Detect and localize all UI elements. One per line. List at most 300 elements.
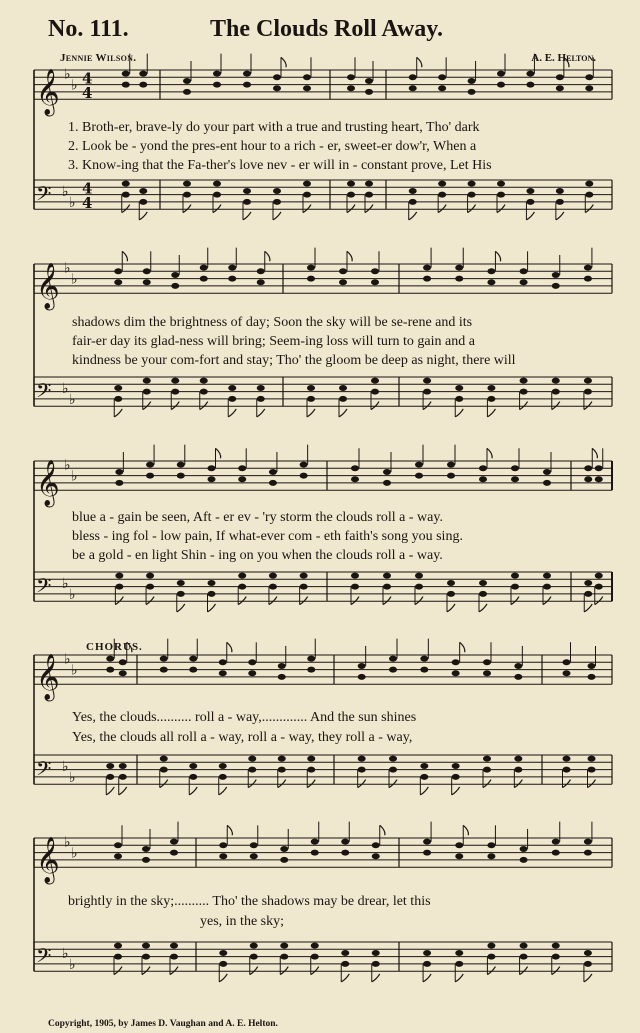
notehead [139,188,147,194]
notehead [483,670,491,676]
notehead [347,192,355,198]
notehead [371,268,379,274]
notehead [514,767,522,773]
notehead [146,473,154,479]
notehead [219,853,227,859]
notehead [423,378,431,384]
notehead [552,272,560,278]
notehead [351,476,359,482]
notehead [257,396,265,402]
notehead [415,462,423,468]
notehead [300,462,308,468]
note-flag [273,212,281,220]
note-flag [423,974,431,982]
notehead [552,839,560,845]
notehead [358,756,366,762]
notehead [563,659,571,665]
notehead [269,573,277,579]
notehead [497,71,505,77]
notehead [497,82,505,88]
notehead [415,473,423,479]
notehead [106,774,114,780]
note-flag [526,212,534,220]
notehead [584,950,592,956]
notehead [115,573,123,579]
notehead [588,674,596,680]
notehead [122,192,130,198]
notehead [248,756,256,762]
note-flag [250,967,258,975]
notehead [447,580,455,586]
note-flag [280,967,288,975]
notehead [307,385,315,391]
notehead [526,71,534,77]
notehead [183,78,191,84]
note-flag [208,604,216,612]
notehead [307,265,315,271]
notehead [278,663,286,669]
notehead [563,767,571,773]
notehead [219,950,227,956]
notehead [250,954,258,960]
notehead [219,659,227,665]
notehead [142,943,150,949]
notehead [177,591,185,597]
notehead [307,667,315,673]
treble-clef: 𝄞 [36,263,60,310]
notehead [219,763,227,769]
notehead [585,85,593,91]
note-flag [281,57,286,67]
flat-sign: ♭ [71,845,78,862]
notehead [520,943,528,949]
notehead [213,192,221,198]
notehead [189,774,197,780]
notehead [177,462,185,468]
notehead [455,950,463,956]
notehead [160,756,168,762]
notehead [389,667,397,673]
flat-sign: ♭ [69,391,76,408]
notehead [543,469,551,475]
lyric-line: be a gold - en light Shin - ing on you when the clouds roll a - way. [72,548,443,563]
notehead [423,389,431,395]
note-flag [380,825,385,835]
notehead [423,850,431,856]
notehead [273,199,281,205]
notehead [238,465,246,471]
notehead [303,181,311,187]
notehead [341,950,349,956]
notehead [479,476,487,482]
note-flag [219,787,227,795]
note-flag [341,974,349,982]
notehead [114,268,122,274]
notehead [455,385,463,391]
hymn-number: No. 111. [48,16,129,42]
notehead [143,268,151,274]
notehead [383,480,391,486]
notehead [278,756,286,762]
note-flag [463,825,468,835]
notehead [511,465,519,471]
notehead [371,378,379,384]
note-flag [389,780,397,788]
notehead [452,670,460,676]
notehead [584,961,592,967]
note-flag [365,205,373,213]
flat-sign: ♭ [71,468,78,485]
notehead [208,580,216,586]
notehead [351,584,359,590]
notehead [584,465,592,471]
notehead [183,89,191,95]
notehead [420,667,428,673]
notehead [273,85,281,91]
notehead [307,396,315,402]
notehead [438,74,446,80]
notehead [300,584,308,590]
notehead [468,78,476,84]
notehead [106,656,114,662]
notehead [208,591,216,597]
notehead [556,199,564,205]
note-flag [455,974,463,982]
notehead [273,188,281,194]
notehead [228,396,236,402]
notehead [584,476,592,482]
notehead [511,476,519,482]
treble-clef: 𝄞 [36,654,60,701]
notehead [115,480,123,486]
notehead [556,74,564,80]
bass-clef: 𝄢 [36,181,52,210]
notehead [119,774,127,780]
notehead [487,842,495,848]
note-flag [383,597,391,605]
note-flag [243,212,251,220]
treble-clef: 𝄞 [36,460,60,507]
notehead [383,573,391,579]
notehead [526,199,534,205]
flat-sign: ♭ [62,758,69,775]
note-flag [564,57,569,67]
notehead [588,663,596,669]
notehead [389,756,397,762]
note-flag [269,597,277,605]
note-flag [122,205,130,213]
notehead [511,573,519,579]
notehead [552,283,560,289]
lyric-line: Yes, the clouds all roll a - way, roll a - way, they roll a - way, [72,730,413,745]
notehead [372,950,380,956]
note-flag [358,780,366,788]
notehead [483,659,491,665]
notehead [455,853,463,859]
notehead [311,954,319,960]
notehead [452,659,460,665]
notehead [455,842,463,848]
notehead [497,181,505,187]
note-flag [347,205,355,213]
composer-credit: A. E. Helton. [531,52,596,64]
note-flag [423,402,431,410]
notehead [372,961,380,967]
notehead [585,181,593,187]
notehead [552,943,560,949]
notehead [114,954,122,960]
notehead [219,774,227,780]
note-flag [460,642,465,652]
note-flag [452,787,460,795]
notehead [383,469,391,475]
notehead [213,71,221,77]
notehead [585,192,593,198]
notehead [552,378,560,384]
notehead [219,670,227,676]
notehead [122,82,130,88]
flat-sign: ♭ [64,260,71,277]
notehead [372,853,380,859]
notehead [497,192,505,198]
notehead [483,767,491,773]
notehead [479,465,487,471]
lyric-line: bless - ing fol - low pain, If what-ever com - eth faith's song you sing. [72,529,463,544]
notehead [339,385,347,391]
notehead [423,265,431,271]
notehead [341,839,349,845]
notehead [243,71,251,77]
note-flag [584,402,592,410]
lyric-line: 3. Know-ing that the Fa-ther's love nev - er will in - constant prove, Let His [68,158,492,173]
note-flag [115,597,123,605]
note-flag [487,967,495,975]
notehead [584,850,592,856]
notehead [584,580,592,586]
note-flag [227,825,232,835]
notehead [543,480,551,486]
notehead [595,584,603,590]
note-flag [468,205,476,213]
note-flag [371,402,379,410]
notehead [347,85,355,91]
notehead [307,276,315,282]
note-flag [447,604,455,612]
notehead [423,950,431,956]
notehead [487,385,495,391]
flat-sign: ♭ [69,769,76,786]
notehead [455,276,463,282]
bass-clef: 𝄢 [36,943,52,972]
note-flag [200,402,208,410]
notehead [423,961,431,967]
notehead [228,385,236,391]
note-flag [497,205,505,213]
note-flag [170,967,178,975]
notehead [520,857,528,863]
notehead [257,279,265,285]
notehead [119,763,127,769]
notehead [243,188,251,194]
notehead [213,181,221,187]
notehead [170,943,178,949]
notehead [389,767,397,773]
notehead [520,846,528,852]
notehead [339,396,347,402]
notehead [122,181,130,187]
notehead [280,846,288,852]
notehead [171,283,179,289]
notehead [273,74,281,80]
notehead [479,591,487,597]
notehead [307,656,315,662]
notehead [114,385,122,391]
notehead [243,82,251,88]
notehead [171,272,179,278]
notehead [219,842,227,848]
notehead [514,756,522,762]
notehead [303,74,311,80]
note-flag [483,780,491,788]
notehead [142,846,150,852]
note-flag [227,642,232,652]
flat-sign: ♭ [64,66,71,83]
time-signature: 4 [82,179,93,198]
notehead [183,192,191,198]
notehead [452,763,460,769]
notehead [280,954,288,960]
notehead [584,591,592,597]
notehead [452,774,460,780]
notehead [269,584,277,590]
notehead [584,839,592,845]
lyric-line: brightly in the sky;.......... Tho' the shadows may be drear, let this [68,894,431,909]
notehead [311,839,319,845]
note-flag [520,967,528,975]
notehead [455,961,463,967]
notehead [409,199,417,205]
notehead [511,584,519,590]
notehead [438,181,446,187]
notehead [208,465,216,471]
notehead [170,839,178,845]
lyric-line: kindness be your com-fort and stay; Tho' the gloom be deep as night, there will [72,353,516,368]
note-flag [177,604,185,612]
notehead [248,670,256,676]
notehead [115,584,123,590]
note-flag [552,402,560,410]
notehead [552,850,560,856]
notehead [139,82,147,88]
note-flag [479,604,487,612]
note-flag [265,251,270,261]
notehead [447,473,455,479]
notehead [269,469,277,475]
flat-sign: ♭ [62,575,69,592]
notehead [160,767,168,773]
notehead [347,74,355,80]
flat-sign: ♭ [69,586,76,603]
lyric-line: shadows dim the brightness of day; Soon the sky will be se-rene and its [72,315,473,330]
flat-sign: ♭ [62,945,69,962]
notehead [250,842,258,848]
notehead [556,188,564,194]
notehead [250,853,258,859]
note-flag [160,780,168,788]
notehead [487,954,495,960]
flat-sign: ♭ [64,651,71,668]
notehead [584,265,592,271]
note-flag [420,787,428,795]
notehead [584,389,592,395]
notehead [307,767,315,773]
note-flag [520,402,528,410]
treble-clef: 𝄞 [36,837,60,884]
hymn-title: The Clouds Roll Away. [210,16,443,42]
notehead [160,667,168,673]
notehead [143,378,151,384]
note-flag [595,597,603,605]
notehead [170,850,178,856]
notehead [468,181,476,187]
notehead [139,71,147,77]
notehead [122,71,130,77]
notehead [238,476,246,482]
notehead [372,842,380,848]
notehead [520,268,528,274]
notehead [177,473,185,479]
notehead [389,656,397,662]
notehead [300,473,308,479]
note-flag [248,780,256,788]
notehead [303,192,311,198]
notehead [588,767,596,773]
notehead [351,573,359,579]
notehead [455,396,463,402]
notehead [228,265,236,271]
notehead [300,573,308,579]
flat-sign: ♭ [64,457,71,474]
notehead [365,181,373,187]
notehead [146,573,154,579]
notehead [278,674,286,680]
notehead [438,192,446,198]
notehead [468,89,476,95]
note-flag [228,409,236,417]
notehead [552,954,560,960]
copyright-notice: Copyright, 1905, by James D. Vaughan and A. E. Helton. [48,1019,278,1029]
bass-clef: 𝄢 [36,378,52,407]
notehead [219,961,227,967]
notehead [257,385,265,391]
note-flag [307,780,315,788]
notehead [409,188,417,194]
note-flag [584,604,592,612]
chorus-label: CHORUS. [86,641,143,653]
note-flag [119,787,127,795]
notehead [487,396,495,402]
notehead [228,276,236,282]
notehead [520,954,528,960]
notehead [200,389,208,395]
time-signature: 4 [82,69,93,88]
notehead [365,89,373,95]
notehead [358,663,366,669]
note-flag [189,787,197,795]
notehead [423,839,431,845]
flat-sign: ♭ [64,834,71,851]
notehead [483,756,491,762]
